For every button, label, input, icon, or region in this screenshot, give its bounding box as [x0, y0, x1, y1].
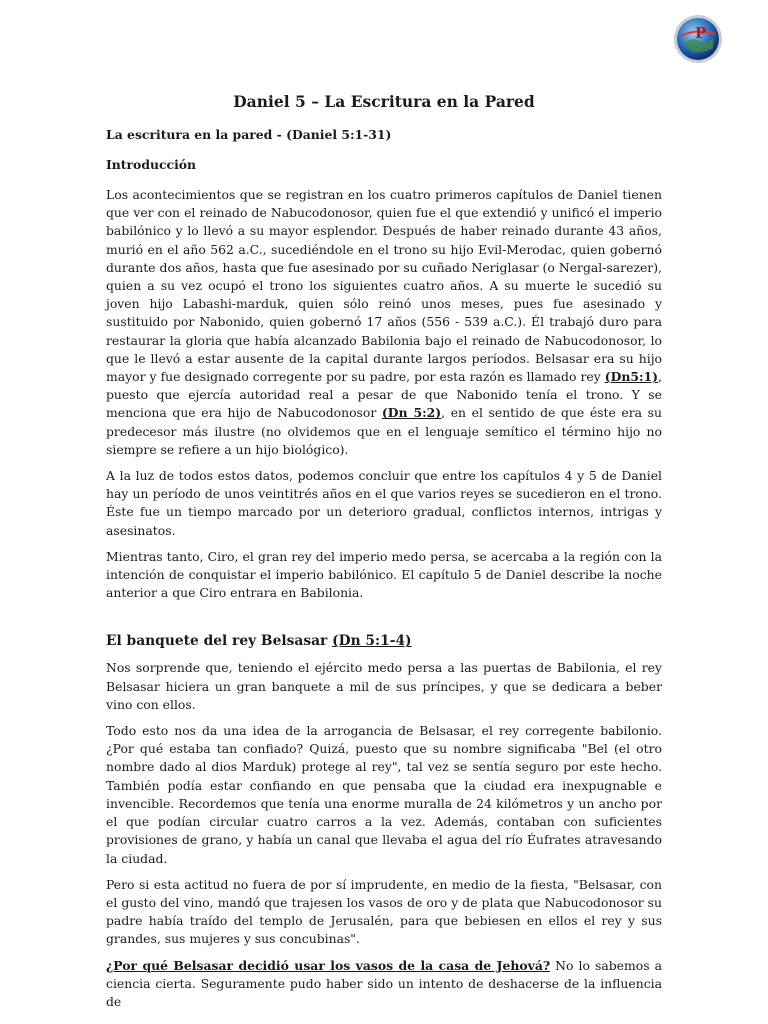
document-title: Daniel 5 – La Escritura en la Pared: [233, 92, 535, 111]
document-page: [106, 92, 662, 1019]
section-heading-text: El banquete del rey Belsasar: [106, 633, 333, 650]
document-subtitle: La escritura en la pared - (Daniel 5:1-31): [106, 127, 392, 142]
scripture-reference-link[interactable]: (Dn5:1): [604, 369, 659, 385]
paragraph-text: No lo sabemos a ciencia cierta. Seguramente pudo haber sido un intento de deshacerse de la influencia de: [106, 957, 662, 1009]
paragraph-text: , en el sentido de que éste era su predecesor más ilustre (no olvidemos que en el lenguaje semítico el término hijo no siempre se refiere a un hijo biológico).: [106, 405, 663, 457]
paragraph-text: Los acontecimientos que se registran en los cuatro primeros capítulos de Daniel tienen que ver con el reinado de Nabucodonosor, quien fue el que extendió y unificó el imperio babilónico y lo llevó a su mayor esplendor. Después de haber reinado durante 43 años, murió en el año 562 a.C., sucediéndole en el trono su hijo Evil-Merodac, quien gobernó durante dos años, hasta que fue asesinado por su cuñado Neriglasar (o Nergal-sarezer), quien a su vez ocupó el trono los siguientes cuatro años. A su muerte le sucedió su joven hijo Labashi-marduk, quien sólo reinó unos meses, pues fue asesinado y sustituido por Nabonido, quien gobernó 17 años (556 - 539 a.C.). Él trabajó duro para restaurar la gloria que había alcanzado Babilonia bajo el reinado de Nabucodonosor, lo que le llevó a estar ausente de la capital durante largos períodos. Belsasar era su hijo mayor y fue designado corregente por su padre, por esta razón es llamado rey: [106, 187, 662, 385]
scripture-reference-link[interactable]: (Dn 5:1-4): [332, 633, 412, 650]
globe-logo-icon: [673, 14, 723, 64]
paragraph-pregunta: [106, 957, 662, 1012]
question-text: ¿Por qué Belsasar decidió usar los vasos de la casa de Jehová?: [106, 957, 551, 973]
logo-letter: P: [695, 24, 707, 42]
scripture-reference-link[interactable]: (Dn 5:2): [381, 405, 442, 421]
paragraph-intro: [106, 186, 662, 459]
section-heading-banquete: [106, 632, 662, 650]
paragraph-arrogancia: Todo esto nos da una idea de la arrogancia de Belsasar, el rey corregente babilonio. ¿Por qué estaba tan confiado? Quizá, puesto que su nombre significaba "Bel (el otro nombre dado al dios Marduk) protege al rey", tal vez se sentía seguro por este hecho. También podía estar confiando en que pensaba que la ciudad era inexpugnable e invencible. Recordemos que tenía una enorme muralla de 24 kilómetros y un ancho por el que podían circular cuatro carros a la vez. Además, contaban con suficientes provisiones de grano, y había un canal que llevaba el agua del río Éufrates atravesando la ciudad.: [106, 723, 662, 866]
paragraph-text: , puesto que ejercía autoridad real a pesar de que Nabonido tenía el trono. Y se menciona que era hijo de Nabucodonosor: [106, 369, 662, 421]
publisher-logo: [673, 14, 723, 64]
paragraph-banquete: Nos sorprende que, teniendo el ejército medo persa a las puertas de Babilonia, el rey Belsasar hiciera un gran banquete a mil de sus príncipes, y que se dedicara a beber vino con ellos.: [106, 660, 662, 712]
intro-heading: Introducción: [106, 157, 197, 172]
paragraph-conclusion: A la luz de todos estos datos, podemos concluir que entre los capítulos 4 y 5 de Daniel hay un período de unos veintitrés años en el que varios reyes se sucedieron en el trono. Éste fue un tiempo marcado por un deterioro gradual, conflictos internos, intrigas y asesinatos.: [106, 468, 662, 538]
paragraph-vasos: Pero si esta actitud no fuera de por sí imprudente, en medio de la fiesta, "Belsasar, con el gusto del vino, mandó que trajesen los vasos de oro y de plata que Nabucodonosor su padre había traído del templo de Jerusalén, para que bebiesen en ellos el rey y sus grandes, sus mujeres y sus concubinas".: [106, 876, 662, 947]
paragraph-ciro: Mientras tanto, Ciro, el gran rey del imperio medo persa, se acercaba a la región con la intención de conquistar el imperio babilónico. El capítulo 5 de Daniel describe la noche anterior a que Ciro entrara en Babilonia.: [106, 548, 662, 601]
